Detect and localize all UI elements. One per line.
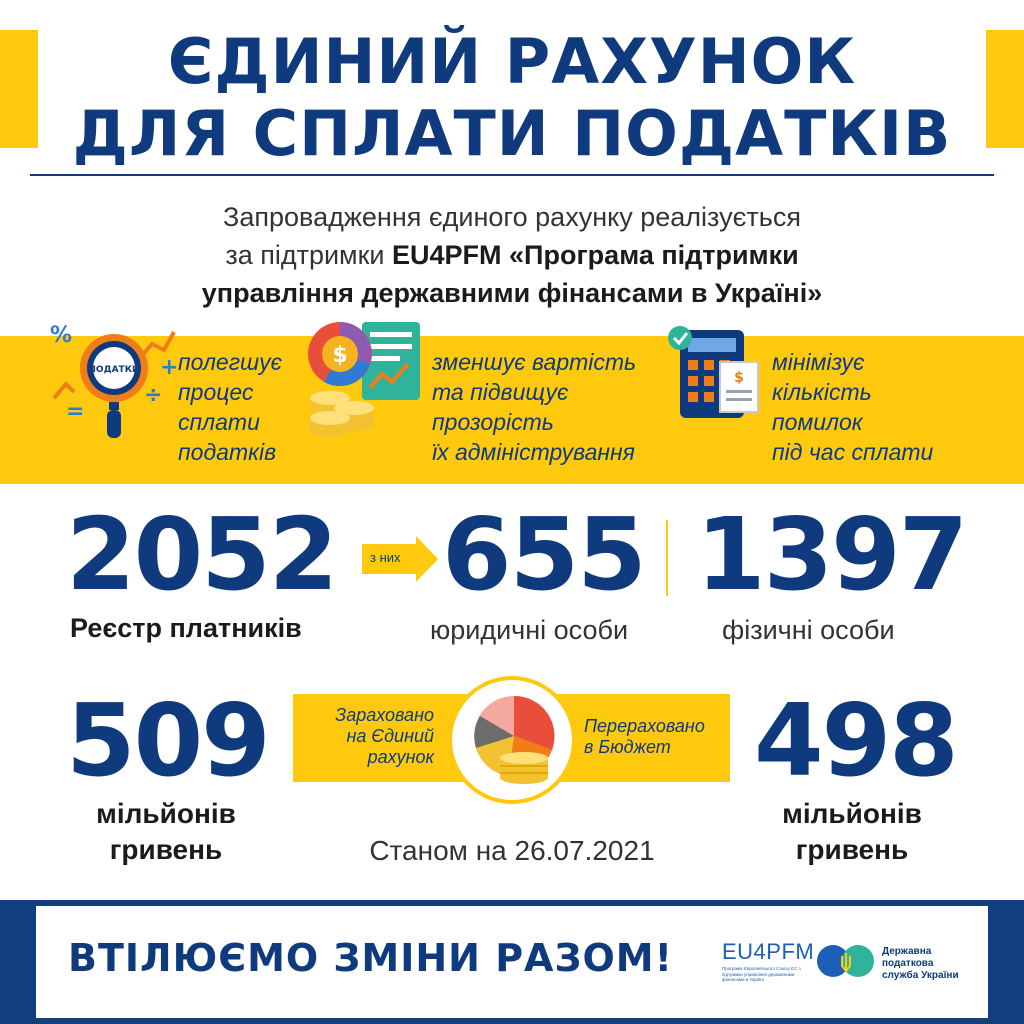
credited-unit-line-2: гривень	[109, 834, 223, 865]
svg-text:$: $	[332, 343, 348, 368]
individuals-label: фізичні особи	[722, 615, 895, 645]
of-them-label: з них	[370, 550, 401, 565]
benefit-2-line: їх адміністрування	[432, 439, 635, 465]
eu4pfm-logo-text: EU4PFM	[722, 939, 815, 964]
stats-divider	[666, 520, 668, 596]
finance-documents-icon	[304, 318, 426, 438]
transferred-unit-line-1: мільйонів	[782, 798, 922, 829]
legal-entities-label: юридичні особи	[430, 615, 629, 645]
transferred-label-line: Перераховано	[584, 716, 705, 736]
tax-service-line: служба України	[882, 970, 959, 981]
benefit-2-line: та підвищує	[432, 379, 569, 405]
page-title	[0, 26, 1024, 170]
credited-label-line: на Єдиний	[346, 726, 434, 746]
benefit-3-text	[772, 347, 933, 467]
transferred-label	[584, 716, 718, 758]
legal-entities-count: 655	[442, 496, 645, 613]
svg-text:+: +	[160, 355, 179, 380]
svg-text:$: $	[734, 370, 744, 386]
benefit-3-line: помилок	[772, 409, 863, 435]
pie-chart-coins-icon	[446, 676, 578, 804]
benefit-3-line: мінімізує	[772, 349, 865, 375]
eu4pfm-logo-caption: Програма Європейського Союзу ЄС з підтримки управління державними фінансами в Україні	[722, 966, 801, 982]
svg-text:÷: ÷	[144, 383, 163, 408]
credited-label-line: Зараховано	[335, 705, 434, 725]
registry-count: 2052	[66, 496, 337, 613]
registry-label: Реєстр платників	[70, 613, 302, 643]
benefit-1-line: полегшує	[178, 349, 283, 375]
credited-label	[300, 705, 434, 768]
svg-text:%: %	[50, 323, 73, 348]
intro-line-2-plain: за підтримки	[225, 240, 393, 270]
credited-label-line: рахунок	[367, 747, 434, 767]
transferred-label-line: в Бюджет	[584, 737, 671, 757]
transferred-unit-line-2: гривень	[795, 834, 909, 865]
benefit-1-line: сплати	[178, 409, 260, 435]
benefit-1-line: податків	[178, 439, 277, 465]
title-line-1: ЄДИНИЙ РАХУНОК	[167, 25, 857, 98]
intro-line-2-bold: EU4PFM «Програма підтримки	[392, 240, 799, 270]
credited-amount: 509	[66, 682, 269, 799]
transferred-amount: 498	[754, 682, 957, 799]
title-line-2: ДЛЯ СПЛАТИ ПОДАТКІВ	[72, 97, 952, 170]
tax-icon-label: ПОДАТКИ	[88, 365, 140, 375]
tax-magnifier-icon	[44, 318, 179, 442]
benefit-1-text	[178, 347, 282, 467]
as-of-date: Станом на 26.07.2021	[369, 835, 655, 866]
intro-text	[0, 198, 1024, 312]
intro-line-2	[0, 236, 1024, 274]
benefit-3-line: під час сплати	[772, 439, 934, 465]
individuals-count: 1397	[696, 496, 967, 613]
title-divider	[30, 174, 994, 176]
credited-unit-line-1: мільйонів	[96, 798, 236, 829]
intro-line-1: Запровадження єдиного рахунку реалізується	[223, 202, 801, 232]
benefit-2-line: зменшує вартість	[432, 349, 637, 375]
eu4pfm-logo	[722, 939, 815, 983]
footer-slogan: ВТІЛЮЄМО ЗМІНИ РАЗОМ!	[68, 936, 673, 980]
tax-service-line: Державна	[882, 946, 932, 957]
tax-service-line: податкова	[882, 958, 934, 969]
intro-line-3-bold: управління державними фінансами в Україні»	[201, 278, 823, 308]
tax-service-logo-icon	[816, 944, 876, 978]
benefit-1-line: процес	[178, 379, 254, 405]
benefit-3-line: кількість	[772, 379, 872, 405]
intro-line-3	[0, 274, 1024, 312]
calculator-invoice-icon	[666, 322, 762, 422]
svg-text:=: =	[66, 399, 85, 424]
tax-service-logo-text	[882, 946, 959, 982]
benefit-2-text	[432, 347, 636, 467]
benefit-2-line: прозорість	[432, 409, 554, 435]
